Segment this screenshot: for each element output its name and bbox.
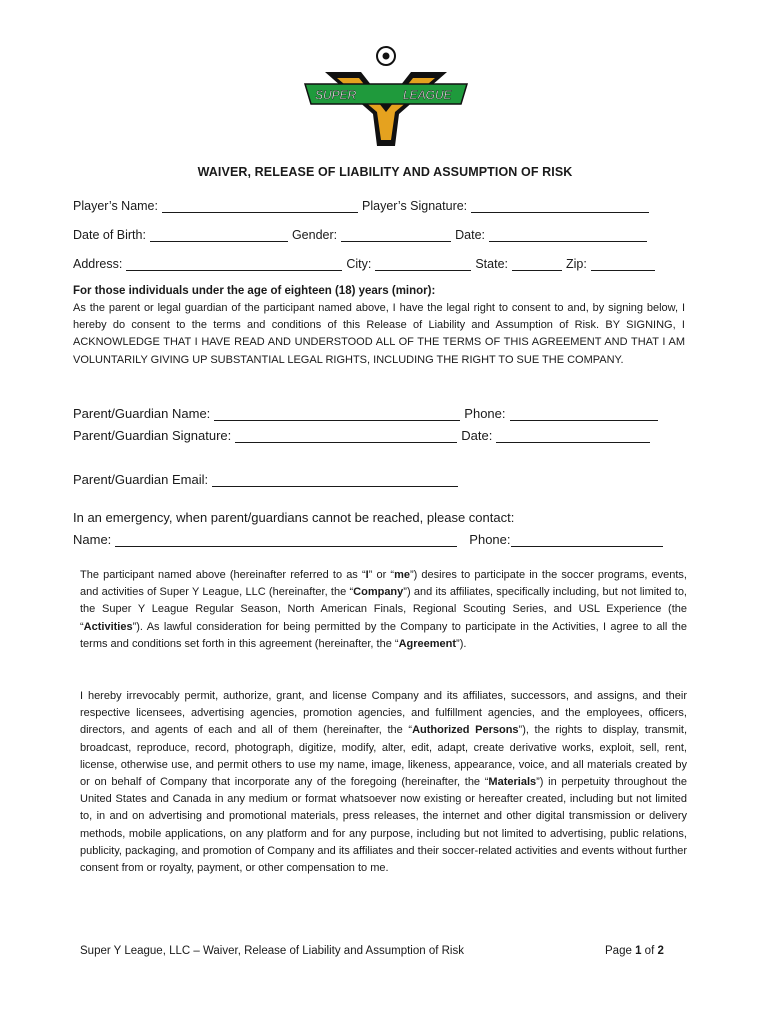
dob-label: Date of Birth: (73, 228, 146, 242)
emergency-name-label: Name: (73, 532, 112, 547)
player-name-label: Player’s Name: (73, 199, 158, 213)
guardian-date-label: Date: (461, 428, 493, 443)
emergency-name-field[interactable] (115, 534, 457, 547)
guardian-phone-field[interactable] (510, 408, 658, 421)
para2-text-1: I hereby irrevocably permit, authorize, grant, and license Company and its affiliates, successors, and assigns, and their respective licensees, advertising agencies, promotion agencies, and fulfillment agencies, and the employees, officers, directors, and agents of each and all of them (hereinafter, the “ (80, 690, 687, 737)
city-field[interactable] (375, 258, 471, 271)
page-current: 1 (635, 945, 642, 957)
logo-text-super: SUPER (315, 88, 357, 102)
zip-label: Zip: (566, 257, 587, 271)
dob-field[interactable] (150, 229, 288, 242)
city-label: City: (346, 257, 372, 271)
emergency-phone-field[interactable] (511, 534, 663, 547)
player-signature-label: Player’s Signature: (362, 199, 468, 213)
emergency-intro: In an emergency, when parent/guardians cannot be reached, please contact: (73, 510, 515, 525)
player-row (73, 199, 653, 213)
emergency-row (73, 532, 667, 547)
document-title: WAIVER, RELEASE OF LIABILITY AND ASSUMPTION OF RISK (197, 165, 573, 179)
para1-text-1: The participant named above (hereinafter referred to as “ (80, 569, 366, 581)
para1-term-activities: Activities (83, 620, 133, 633)
page-total: 2 (657, 945, 664, 957)
para1-text-3: ”) desires to participate in the soccer programs, events, and activities of Super Y League, LLC (hereinafter, the “ (80, 569, 687, 599)
guardian-name-row (73, 406, 662, 421)
participant-paragraph (80, 567, 687, 653)
gender-label: Gender: (291, 228, 338, 242)
para1-text-5: ”). As lawful consideration for being permitted by the Company to participate in the Activities, I agree to all the terms and conditions set forth in this agreement (hereinafter, the “ (80, 620, 687, 650)
dob-row (73, 228, 651, 242)
para1-text-6: ”). (456, 637, 467, 650)
guardian-name-field[interactable] (214, 408, 460, 421)
guardian-signature-row (73, 428, 654, 443)
minor-heading: For those individuals under the age of eighteen (18) years (minor): (73, 285, 436, 297)
para1-term-me: me (394, 569, 410, 581)
page-number (605, 945, 664, 957)
para2-text-2: ”), the rights to display, transmit, broadcast, reproduce, record, photograph, digitize, modify, alter, edit, adapt, create derivative works, exploit, sell, rent, license, otherwise use, and permit others to use my name, image, likeness, appearance, voice, and all materials created by or on behalf of Company that incorporate any of the foregoing (hereinafter, the “ (80, 724, 688, 789)
state-field[interactable] (512, 258, 562, 271)
guardian-email-field[interactable] (212, 474, 458, 487)
address-row (73, 257, 659, 271)
license-paragraph (80, 688, 687, 877)
para1-term-i: I (365, 569, 369, 581)
minor-consent-text: As the parent or legal guardian of the participant named above, I have the legal right to consent to and, by signing below, I hereby do consent to the terms and conditions of this Release of Liability and Assumption of Risk. BY SIGNING, I ACKNOWLEDGE THAT I HAVE READ AND UNDERSTOOD ALL OF THE TERMS OF THIS AGREEMENT AND THAT I AM VOLUNTARILY GIVING UP SUBSTANTIAL LEGAL RIGHTS, INCLUDING THE RIGHT TO SUE THE COMPANY. (73, 302, 685, 366)
para1-text-4: ”) and its affiliates, specifically including, but not limited to, the Super Y League Regular Season, North American Finals, Regional Scouting Series, and USL Experience (the “ (80, 586, 687, 633)
para2-text-3: ”) in perpetuity throughout the United States and Canada in any medium or format whatsoever now existing or hereafter created, including but not limited to, in and on advertising and promotional materials, press releases, the internet and other digital transmission or delivery methods, mobile applications, on any platform and for any purpose, including but not limited to advertising, public relations, publicity, packaging, and promotion of Company and its affiliates and their soccer-related activities and events without further consent from or royalty, payment, or other compensation to me. (80, 776, 688, 875)
para1-text-2: ” or “ (368, 569, 395, 581)
page-word: Page (605, 945, 632, 957)
guardian-signature-label: Parent/Guardian Signature: (73, 428, 232, 443)
para1-term-company: Company (353, 586, 404, 599)
state-label: State: (475, 257, 509, 271)
date-label: Date: (455, 228, 486, 242)
para2-term-authorized-persons: Authorized Persons (412, 724, 519, 737)
guardian-email-row (73, 472, 462, 487)
zip-field[interactable] (591, 258, 655, 271)
super-y-league-logo (303, 42, 469, 146)
guardian-date-field[interactable] (496, 430, 650, 443)
of-word: of (644, 945, 655, 957)
gender-field[interactable] (341, 229, 451, 242)
player-signature-field[interactable] (471, 200, 649, 213)
address-field[interactable] (126, 258, 342, 271)
date-field[interactable] (489, 229, 647, 242)
player-name-field[interactable] (162, 200, 358, 213)
para1-term-agreement: Agreement (398, 637, 457, 650)
guardian-name-label: Parent/Guardian Name: (73, 406, 211, 421)
guardian-signature-field[interactable] (235, 430, 457, 443)
logo-text-league: LEAGUE (403, 88, 452, 102)
guardian-email-label: Parent/Guardian Email: (73, 472, 209, 487)
para2-term-materials: Materials (488, 776, 537, 789)
address-label: Address: (73, 257, 123, 271)
emergency-phone-label: Phone: (469, 532, 511, 547)
guardian-phone-label: Phone: (464, 406, 506, 421)
footer-title: Super Y League, LLC – Waiver, Release of Liability and Assumption of Risk (80, 945, 464, 957)
